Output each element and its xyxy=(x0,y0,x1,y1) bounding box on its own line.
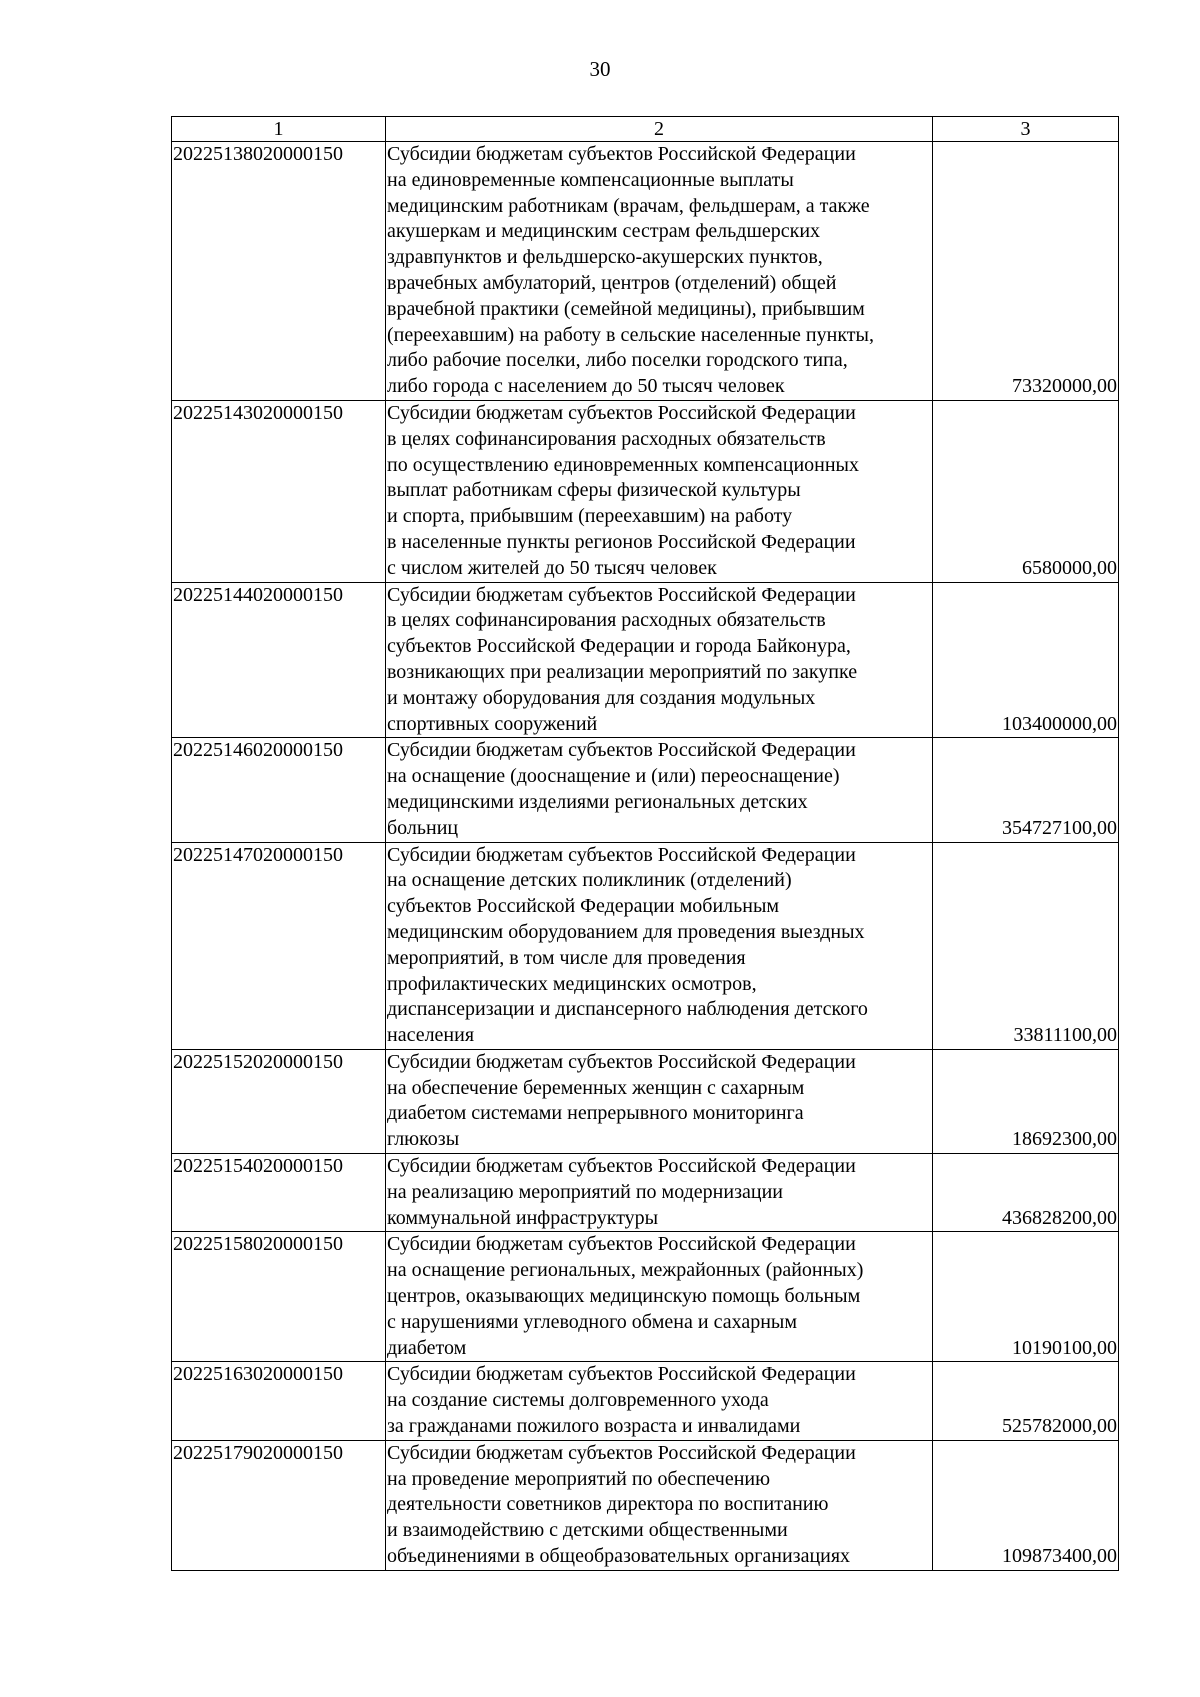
row-code: 20225144020000150 xyxy=(172,582,386,738)
row-code: 20225179020000150 xyxy=(172,1440,386,1570)
row-description: Субсидии бюджетам субъектов Российской Федерации на создание системы долговременного ухода за гражданами пожилого возраста и инвалидами xyxy=(386,1362,933,1440)
row-amount: 354727100,00 xyxy=(933,738,1119,842)
row-code: 20225152020000150 xyxy=(172,1049,386,1153)
table-row xyxy=(172,1232,1119,1362)
row-description: Субсидии бюджетам субъектов Российской Федерации в целях софинансирования расходных обязательств по осуществлению единовременных компенсационных выплат работникам сферы физической культуры и спорта, прибывшим (переехавшим) на работу в населенные пункты регионов Российской Федерации с числом жителей до 50 тысяч человек xyxy=(386,400,933,582)
row-amount: 6580000,00 xyxy=(933,400,1119,582)
page-number: 30 xyxy=(589,57,611,81)
column-header-code: 1 xyxy=(172,117,386,142)
row-code: 20225146020000150 xyxy=(172,738,386,842)
row-amount: 33811100,00 xyxy=(933,842,1119,1049)
row-amount: 109873400,00 xyxy=(933,1440,1119,1570)
row-amount: 436828200,00 xyxy=(933,1154,1119,1232)
row-description: Субсидии бюджетам субъектов Российской Федерации на оснащение региональных, межрайонных (районных) центров, оказывающих медицинскую помощь больным с нарушениями углеводного обмена и сахарным диабетом xyxy=(386,1232,933,1362)
row-amount: 103400000,00 xyxy=(933,582,1119,738)
row-code: 20225147020000150 xyxy=(172,842,386,1049)
row-code: 20225143020000150 xyxy=(172,400,386,582)
row-description: Субсидии бюджетам субъектов Российской Федерации на единовременные компенсационные выплаты медицинским работникам (врачам, фельдшерам, а также акушеркам и медицинским сестрам фельдшерских здравпунктов и фельдшерско-акушерских пунктов, врачебных амбулаторий, центров (отделений) общей врачебной практики (семейной медицины), прибывшим (переехавшим) на работу в сельские населенные пункты, либо рабочие поселки, либо поселки городского типа, либо города с населением до 50 тысяч человек xyxy=(386,142,933,401)
table-row xyxy=(172,1049,1119,1153)
table-header-row xyxy=(172,117,1119,142)
row-amount: 525782000,00 xyxy=(933,1362,1119,1440)
row-amount: 10190100,00 xyxy=(933,1232,1119,1362)
budget-table xyxy=(171,116,1119,1571)
row-code: 20225138020000150 xyxy=(172,142,386,401)
table-row xyxy=(172,1362,1119,1440)
row-amount: 73320000,00 xyxy=(933,142,1119,401)
row-description: Субсидии бюджетам субъектов Российской Федерации в целях софинансирования расходных обязательств субъектов Российской Федерации и города Байконура, возникающих при реализации мероприятий по закупке и монтажу оборудования для создания модульных спортивных сооружений xyxy=(386,582,933,738)
row-code: 20225158020000150 xyxy=(172,1232,386,1362)
row-code: 20225154020000150 xyxy=(172,1154,386,1232)
table-row xyxy=(172,738,1119,842)
row-code: 20225163020000150 xyxy=(172,1362,386,1440)
row-description: Субсидии бюджетам субъектов Российской Федерации на оснащение (дооснащение и (или) переоснащение) медицинскими изделиями региональных детских больниц xyxy=(386,738,933,842)
table-row xyxy=(172,400,1119,582)
row-amount: 18692300,00 xyxy=(933,1049,1119,1153)
column-header-description: 2 xyxy=(386,117,933,142)
table-row xyxy=(172,582,1119,738)
table-row xyxy=(172,1440,1119,1570)
row-description: Субсидии бюджетам субъектов Российской Федерации на проведение мероприятий по обеспечению деятельности советников директора по воспитанию и взаимодействию с детскими общественными объединениями в общеобразовательных организациях xyxy=(386,1440,933,1570)
row-description: Субсидии бюджетам субъектов Российской Федерации на обеспечение беременных женщин с сахарным диабетом системами непрерывного мониторинга глюкозы xyxy=(386,1049,933,1153)
table-row xyxy=(172,1154,1119,1232)
row-description: Субсидии бюджетам субъектов Российской Федерации на реализацию мероприятий по модернизации коммунальной инфраструктуры xyxy=(386,1154,933,1232)
row-description: Субсидии бюджетам субъектов Российской Федерации на оснащение детских поликлиник (отделений) субъектов Российской Федерации мобильным медицинским оборудованием для проведения выездных мероприятий, в том числе для проведения профилактических медицинских осмотров, диспансеризации и диспансерного наблюдения детского населения xyxy=(386,842,933,1049)
column-header-amount: 3 xyxy=(933,117,1119,142)
table-row xyxy=(172,142,1119,401)
table-row xyxy=(172,842,1119,1049)
